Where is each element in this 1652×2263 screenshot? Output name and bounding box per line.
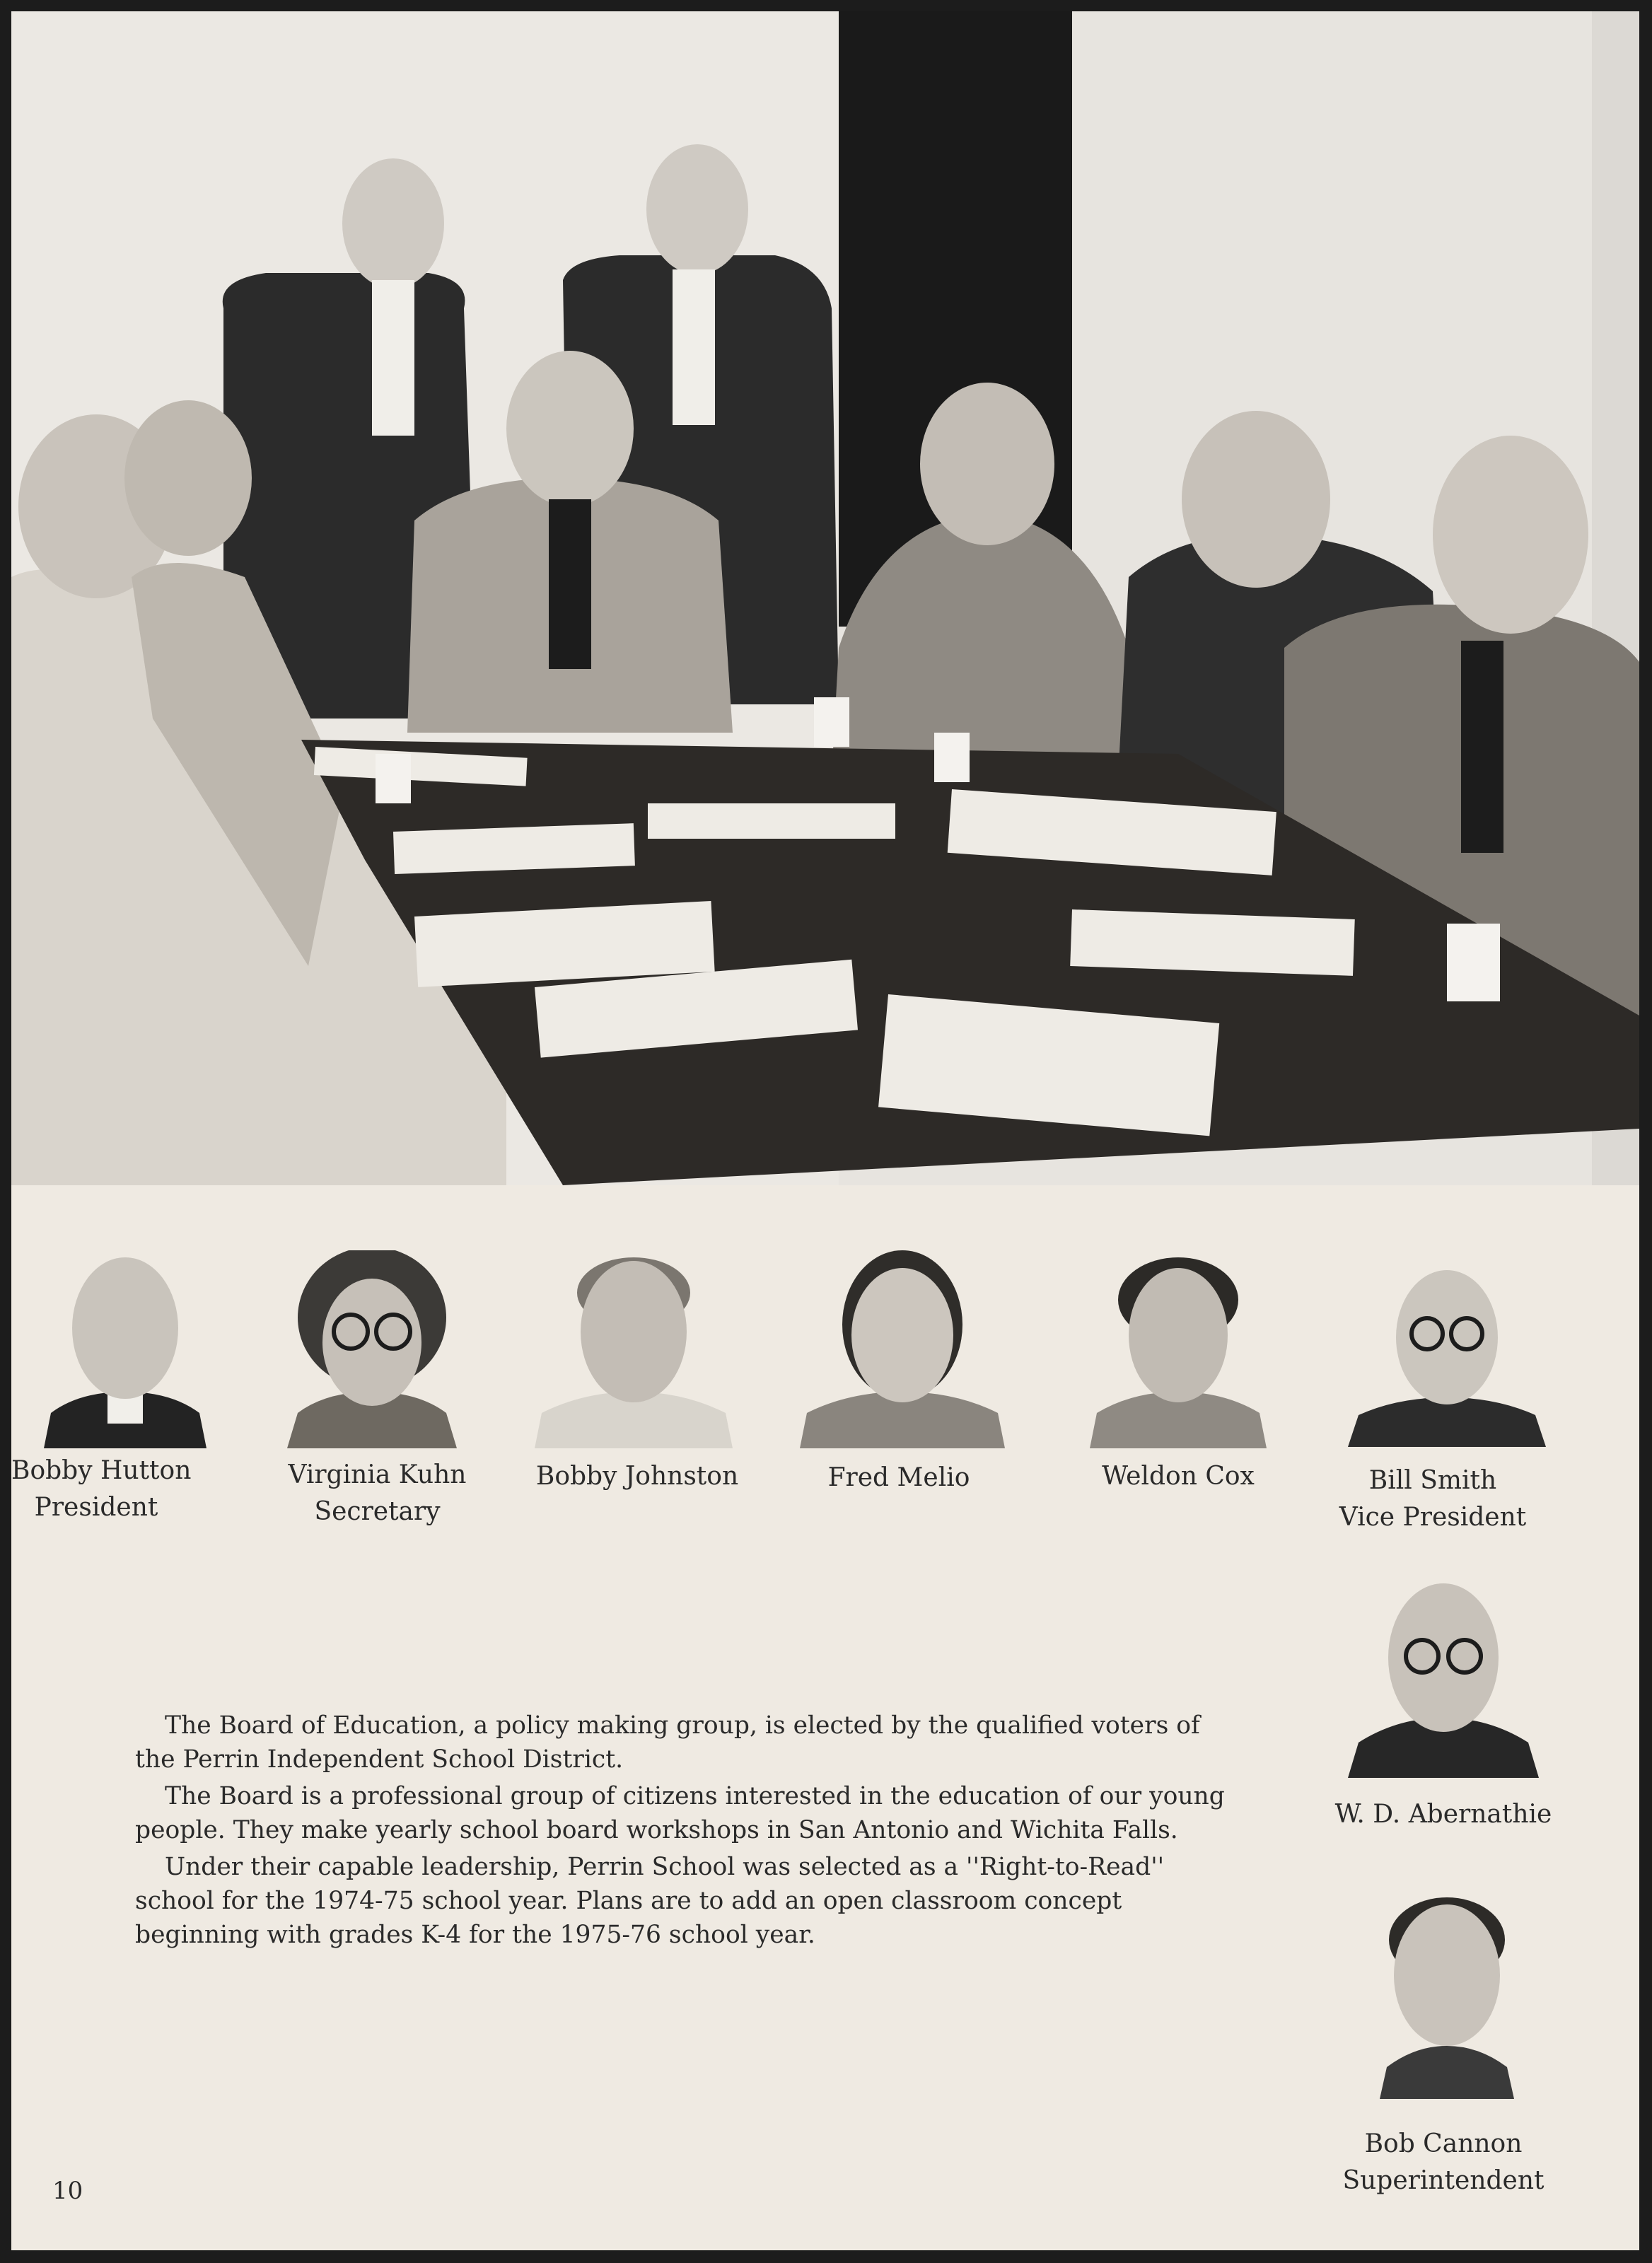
portrait-virginia-kuhn	[284, 1250, 460, 1448]
portrait-bob-cannon	[1366, 1887, 1528, 2099]
portrait-fred-melio	[800, 1250, 1005, 1448]
board-meeting-photo	[11, 11, 1639, 1185]
board-description	[135, 1709, 1238, 1955]
member-name: Virginia Kuhn	[288, 1460, 467, 1489]
caption-virginia-kuhn	[284, 1457, 471, 1530]
member-title: Secretary	[314, 1497, 441, 1526]
portrait-w-d-abernathie	[1348, 1573, 1539, 1778]
member-name: Fred Melio	[827, 1463, 970, 1492]
member-name: Weldon Cox	[1102, 1462, 1255, 1491]
caption-bobby-hutton	[11, 1453, 192, 1526]
caption-bob-cannon	[1313, 2126, 1574, 2199]
caption-w-d-abernathie	[1313, 1796, 1574, 1833]
member-name: Bobby Hutton	[11, 1456, 192, 1485]
page-number: 10	[52, 2177, 83, 2205]
member-title: President	[34, 1493, 158, 1522]
portrait-bill-smith	[1341, 1263, 1553, 1447]
member-name: Bobby Johnston	[535, 1462, 739, 1491]
caption-bobby-johnston	[535, 1458, 740, 1495]
caption-bill-smith	[1327, 1462, 1539, 1536]
caption-fred-melio	[821, 1460, 977, 1496]
member-title: Vice President	[1339, 1503, 1527, 1532]
portrait-bobby-johnston	[535, 1250, 733, 1448]
paragraph: Under their capable leadership, Perrin School was selected as a ''Right-to-Read'' school for the 1974-75 school year. Plans are to add an open classroom concept beginning with grades K-4 for the 1975-76 school year.	[135, 1853, 1165, 1949]
paragraph: The Board is a professional group of citizens interested in the education of our young people. They make yearly school board workshops in San Antonio and Wichita Falls.	[135, 1782, 1225, 1844]
member-name: W. D. Abernathie	[1334, 1800, 1552, 1829]
caption-weldon-cox	[1090, 1458, 1267, 1495]
member-title: Superintendent	[1342, 2166, 1545, 2195]
member-name: Bob Cannon	[1364, 2129, 1523, 2158]
yearbook-page	[11, 11, 1639, 2250]
portrait-bobby-hutton	[37, 1250, 214, 1448]
portrait-weldon-cox	[1090, 1250, 1267, 1448]
member-name: Bill Smith	[1368, 1466, 1497, 1495]
paragraph: The Board of Education, a policy making group, is elected by the qualified voters of the Perrin Independent School District.	[135, 1711, 1200, 1774]
